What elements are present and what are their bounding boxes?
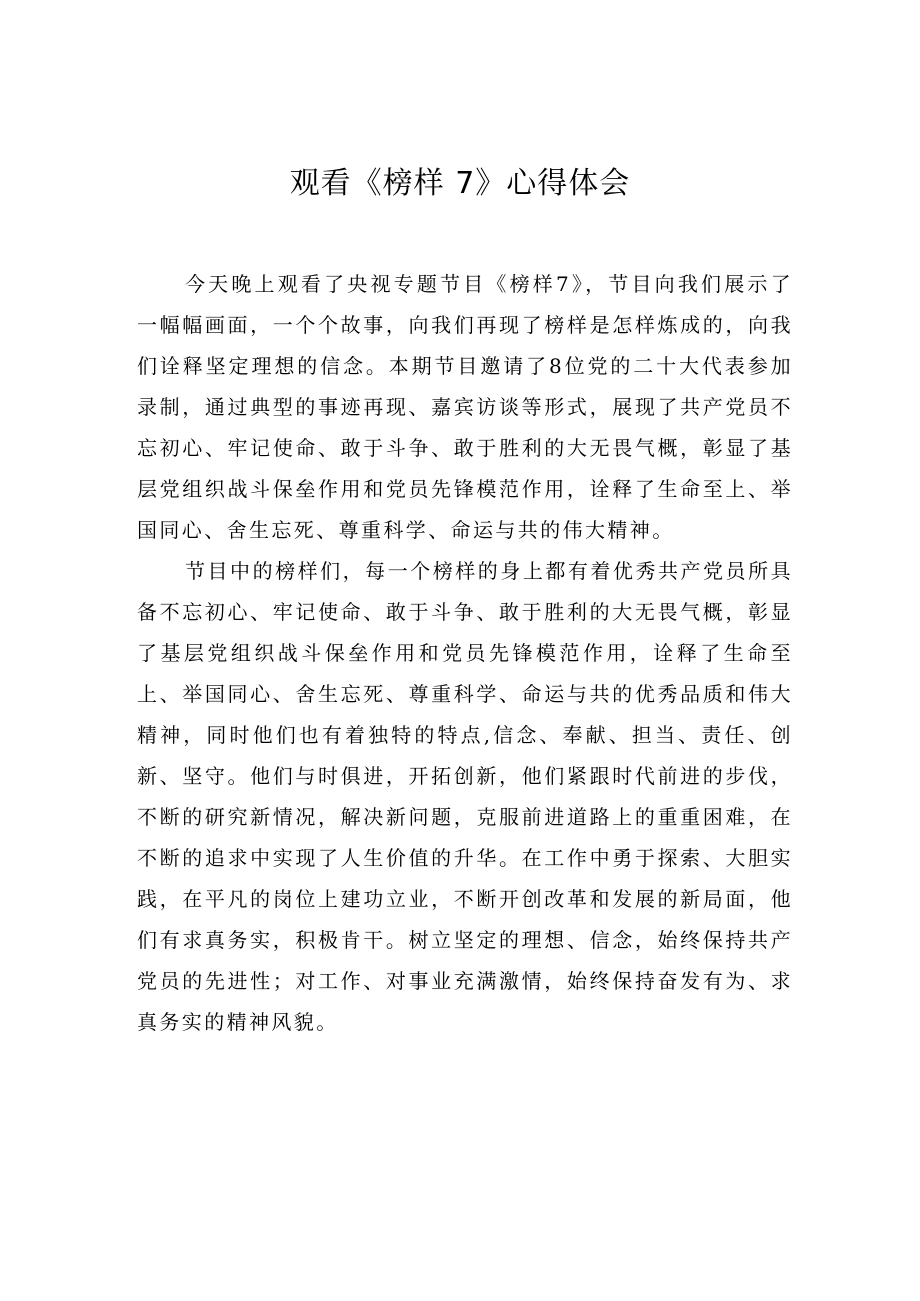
document-body — [137, 264, 793, 1043]
body-paragraph-1: 今天晚上观看了央视专题节目《榜样7》，节目向我们展示了一幅幅画面，一个个故事，向我们再现了榜样是怎样炼成的，向我们诠释坚定理想的信念。本期节目邀请了8位党的二十大代表参加录制，通过典型的事迹再现、嘉宾访谈等形式，展现了共产党员不忘初心、牢记使命、敢于斗争、敢于胜利的大无畏气概，彰显了基层党组织战斗保垒作用和党员先锋模范作用，诠释了生命至上、举国同心、舍生忘死、尊重科学、命运与共的伟大精神。 — [137, 272, 793, 542]
document-title: 观看《榜样 7》心得体会 — [289, 166, 631, 201]
body-paragraph-2: 节目中的榜样们，每一个榜样的身上都有着优秀共产党员所具备不忘初心、牢记使命、敢于斗争、敢于胜利的大无畏气概，彰显了基层党组织战斗保垒作用和党员先锋模范作用，诠释了生命至上、举国同心、舍生忘死、尊重科学、命运与共的优秀品质和伟大精神，同时他们也有着独特的特点,信念、奉献、担当、责任、创新、坚守。他们与时俱进，开拓创新，他们紧跟时代前进的步伐，不断的研究新情况，解决新问题，克服前进道路上的重重困难，在不断的追求中实现了人生价值的升华。在工作中勇于探索、大胆实践，在平凡的岗位上建功立业，不断开创改革和发展的新局面，他们有求真务实，积极肯干。树立坚定的理想、信念，始终保持共产党员的先进性；对工作、对事业充满激情，始终保持奋发有为、求真务实的精神风貌。 — [137, 559, 793, 1034]
